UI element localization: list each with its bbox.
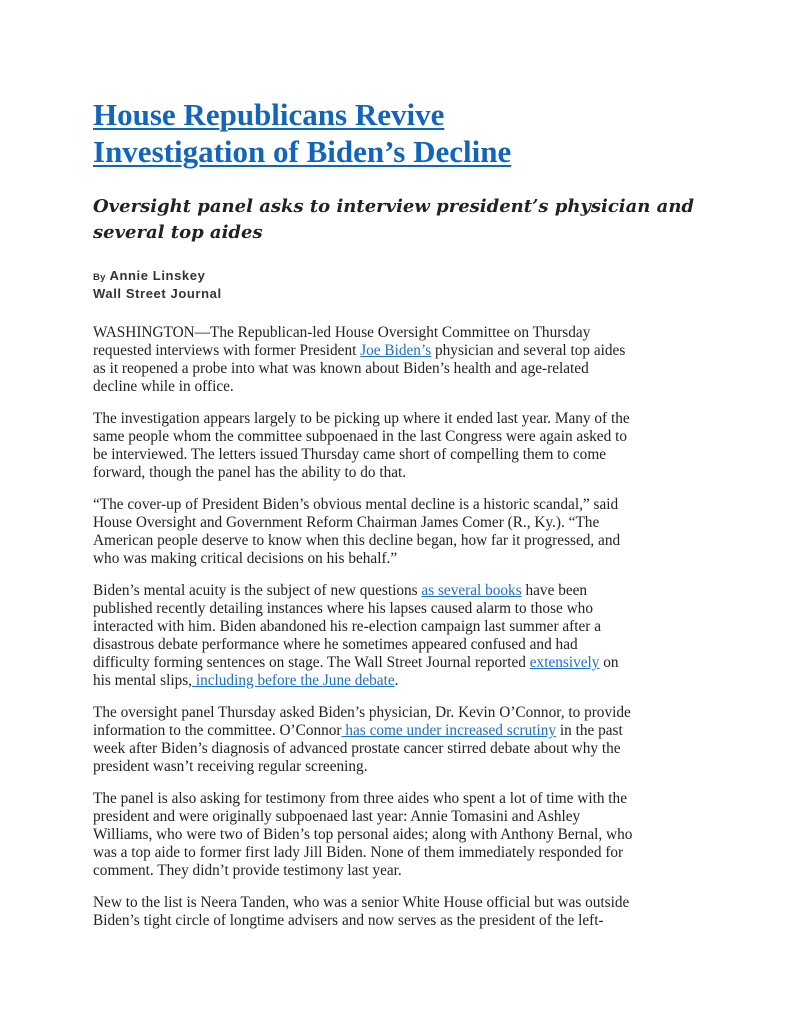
- text-run: his mental slips,: [93, 672, 193, 689]
- text-run: in the past: [556, 722, 623, 739]
- paragraph-line: [93, 532, 703, 550]
- paragraph-line: [93, 618, 703, 636]
- paragraph-line: [93, 790, 703, 808]
- paragraph-line: [93, 722, 703, 740]
- paragraph-line: [93, 514, 703, 532]
- paragraph-line: [93, 582, 703, 600]
- paragraph-line: [93, 844, 703, 862]
- article-body: [93, 324, 703, 930]
- paragraph-line: [93, 894, 703, 912]
- text-run: The investigation appears largely to be picking up where it ended last year. Many of the: [93, 410, 630, 427]
- article-paragraph: [93, 496, 703, 568]
- inline-link[interactable]: as several books: [421, 582, 522, 599]
- paragraph-line: [93, 342, 703, 360]
- byline-publication: Wall Street Journal: [93, 286, 222, 301]
- text-run: week after Biden’s diagnosis of advanced prostate cancer stirred debate about why the: [93, 740, 621, 757]
- text-run: interacted with him. Biden abandoned his re-election campaign last summer after a: [93, 618, 602, 635]
- article-page: [93, 96, 703, 944]
- text-run: president wasn’t receiving regular screening.: [93, 758, 368, 775]
- paragraph-line: [93, 808, 703, 826]
- text-run: New to the list is Neera Tanden, who was a senior White House official but was outside: [93, 894, 630, 911]
- paragraph-line: [93, 600, 703, 618]
- text-run: Biden’s tight circle of longtime advisers and now serves as the president of the left-: [93, 912, 604, 929]
- paragraph-line: [93, 912, 703, 930]
- text-run: be interviewed. The letters issued Thursday came short of compelling them to come: [93, 446, 607, 463]
- paragraph-line: [93, 496, 703, 514]
- text-run: House Oversight and Government Reform Chairman James Comer (R., Ky.). “The: [93, 514, 600, 531]
- paragraph-line: [93, 324, 703, 342]
- text-run: WASHINGTON—The Republican-led House Oversight Committee on Thursday: [93, 324, 591, 341]
- text-run: Biden’s mental acuity is the subject of new questions: [93, 582, 422, 599]
- inline-link[interactable]: has come under increased scrutiny: [341, 722, 557, 739]
- paragraph-line: [93, 826, 703, 844]
- paragraph-line: [93, 758, 703, 776]
- paragraph-line: [93, 428, 703, 446]
- text-run: disastrous debate performance where he sometimes appeared confused and had: [93, 636, 578, 653]
- paragraph-line: [93, 740, 703, 758]
- text-run: Williams, who were two of Biden’s top personal aides; along with Anthony Bernal, who: [93, 826, 633, 843]
- byline-prefix: By: [93, 272, 106, 283]
- paragraph-line: [93, 704, 703, 722]
- text-run: The oversight panel Thursday asked Biden’s physician, Dr. Kevin O’Connor, to provide: [93, 704, 631, 721]
- text-run: published recently detailing instances where his lapses caused alarm to those who: [93, 600, 593, 617]
- paragraph-line: [93, 378, 703, 396]
- headline-line[interactable]: House Republicans Revive: [93, 97, 445, 132]
- dek-line: several top aides: [93, 222, 263, 243]
- article-paragraph: [93, 324, 703, 396]
- text-run: The panel is also asking for testimony from three aides who spent a lot of time with the: [93, 790, 627, 807]
- byline-author: Annie Linskey: [109, 268, 206, 283]
- paragraph-line: [93, 464, 703, 482]
- article-paragraph: [93, 790, 703, 880]
- text-run: physician and several top aides: [431, 342, 626, 359]
- paragraph-line: [93, 410, 703, 428]
- text-run: .: [394, 672, 399, 689]
- text-run: American people deserve to know when this decline began, how far it progressed, and: [93, 532, 621, 549]
- headline-line[interactable]: Investigation of Biden’s Decline: [93, 134, 512, 169]
- paragraph-line: [93, 550, 703, 568]
- article-headline[interactable]: [93, 96, 703, 170]
- text-run: same people whom the committee subpoenaed in the last Congress were again asked to: [93, 428, 627, 445]
- text-run: difficulty forming sentences on stage. The Wall Street Journal reported: [93, 654, 530, 671]
- text-run: on: [599, 654, 619, 671]
- paragraph-line: [93, 654, 703, 672]
- paragraph-line: [93, 446, 703, 464]
- text-run: “The cover-up of President Biden’s obvious mental decline is a historic scandal,” said: [93, 496, 619, 513]
- text-run: decline while in office.: [93, 378, 234, 395]
- text-run: forward, though the panel has the ability to do that.: [93, 464, 407, 481]
- article-dek: [93, 194, 703, 246]
- byline-author-line: [93, 268, 703, 286]
- inline-link[interactable]: Joe Biden’s: [360, 342, 432, 359]
- paragraph-line: [93, 862, 703, 880]
- paragraph-line: [93, 360, 703, 378]
- text-run: who was making critical decisions on his behalf.”: [93, 550, 398, 567]
- text-run: president and were originally subpoenaed last year: Annie Tomasini and Ashley: [93, 808, 581, 825]
- text-run: as it reopened a probe into what was known about Biden’s health and age-related: [93, 360, 589, 377]
- inline-link[interactable]: including before the June debate: [192, 672, 395, 689]
- text-run: have been: [521, 582, 588, 599]
- text-run: comment. They didn’t provide testimony last year.: [93, 862, 402, 879]
- text-run: requested interviews with former President: [93, 342, 361, 359]
- article-paragraph: [93, 410, 703, 482]
- paragraph-line: [93, 636, 703, 654]
- inline-link[interactable]: extensively: [529, 654, 600, 671]
- text-run: information to the committee. O’Connor: [93, 722, 342, 739]
- dek-line: Oversight panel asks to interview president’s physician and: [93, 196, 694, 217]
- text-run: was a top aide to former first lady Jill Biden. None of them immediately responded for: [93, 844, 624, 861]
- byline: [93, 268, 703, 302]
- article-paragraph: [93, 894, 703, 930]
- article-paragraph: [93, 582, 703, 690]
- paragraph-line: [93, 672, 703, 690]
- article-paragraph: [93, 704, 703, 776]
